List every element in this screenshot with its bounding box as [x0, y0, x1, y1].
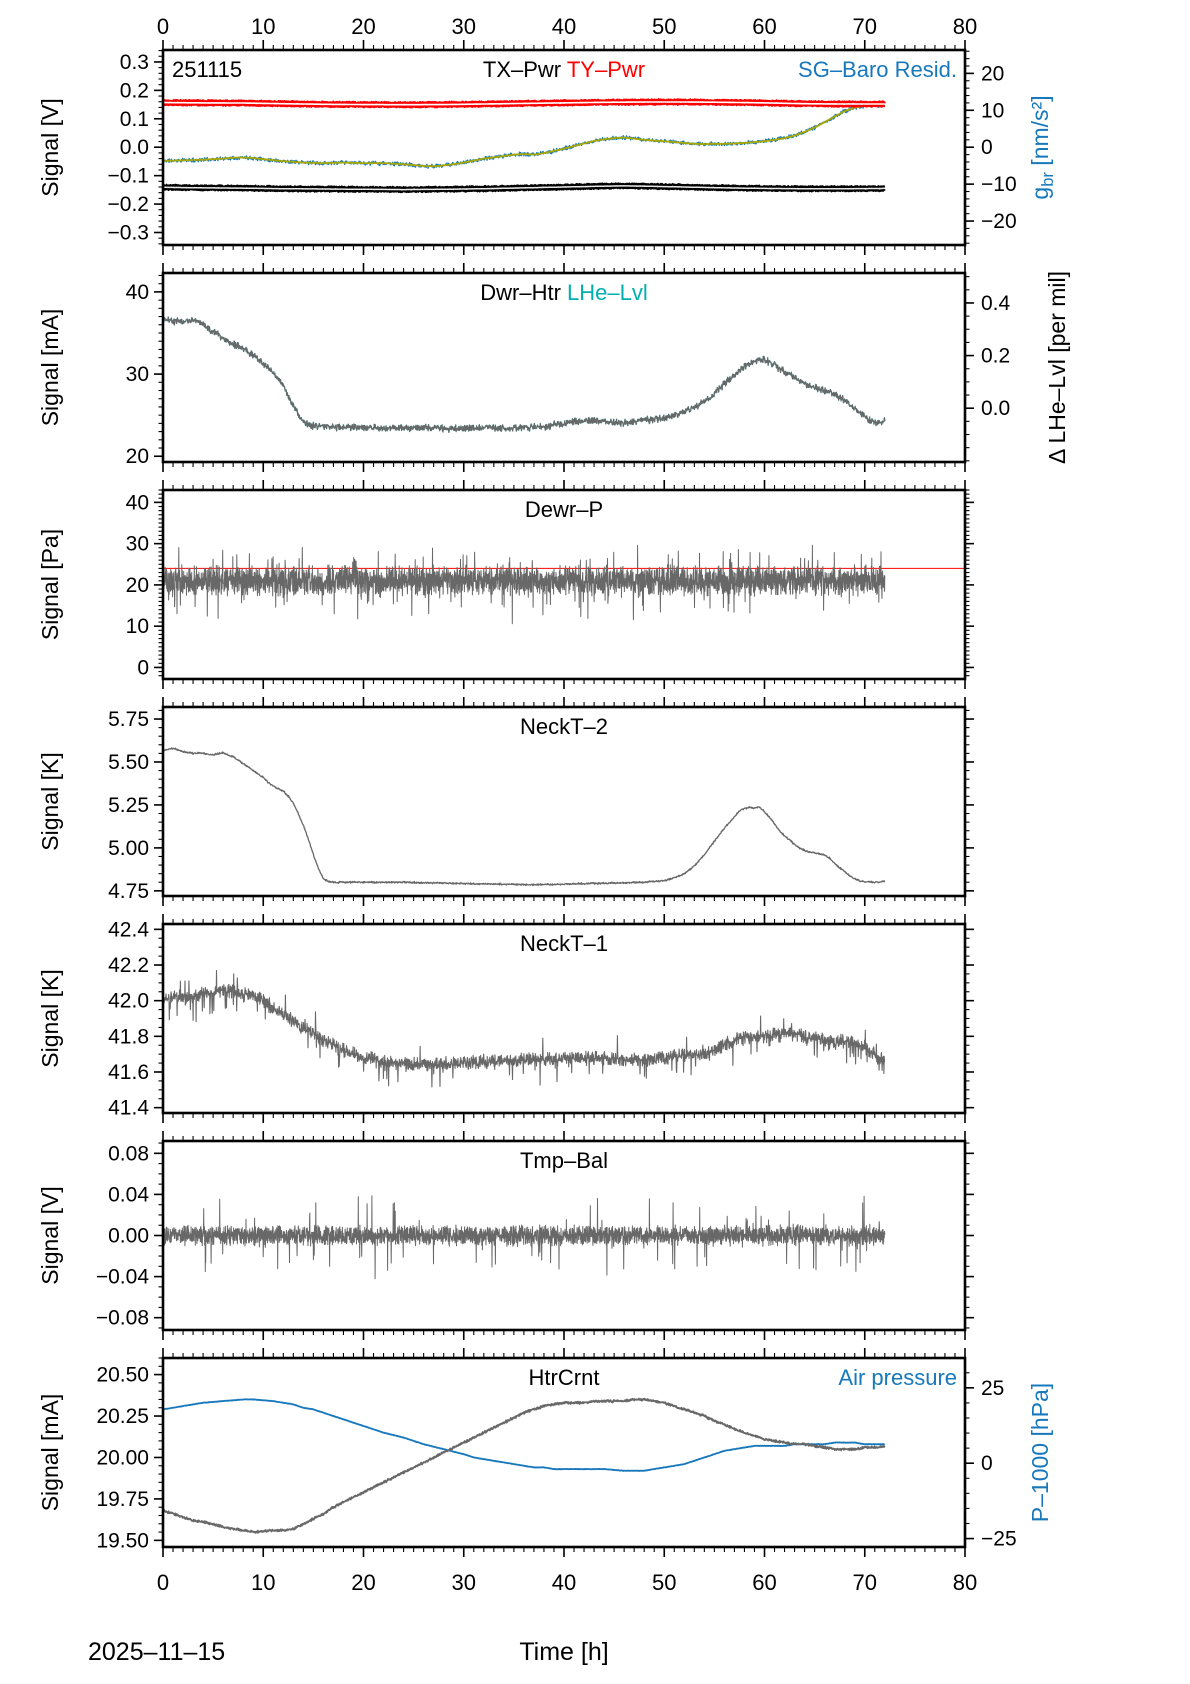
panel-corner-label: 251115	[172, 57, 243, 82]
series-group	[163, 545, 965, 624]
left-tick-label: 0.04	[108, 1183, 149, 1207]
series-SG-Baro-Resid-smooth	[163, 105, 885, 166]
right-ticks	[965, 490, 974, 676]
x-tick-label: 60	[752, 1570, 777, 1595]
right-tick-label: −25	[981, 1527, 1017, 1551]
left-tick-label: 42.4	[108, 918, 149, 942]
left-tick-label: 5.00	[108, 836, 149, 860]
series-group	[163, 1399, 885, 1533]
series-Tmp-Bal	[163, 1196, 885, 1279]
left-tick-label: 19.50	[96, 1529, 149, 1553]
left-tick-label: 20.00	[96, 1446, 149, 1470]
left-tick-label: −0.1	[107, 164, 149, 188]
right-ticks	[965, 929, 974, 1107]
left-tick-label: 41.4	[108, 1096, 149, 1120]
x-tick-label: 30	[451, 1570, 476, 1595]
series-Air-pressure	[163, 1399, 885, 1471]
x-axis-title: Time [h]	[519, 1638, 609, 1666]
panel-title: Tmp–Bal	[519, 1148, 609, 1173]
left-axis-title: Signal [mA]	[37, 308, 63, 427]
left-tick-label: 0.3	[119, 50, 149, 74]
left-tick-label: −0.08	[95, 1306, 149, 1330]
left-tick-label: −0.3	[107, 221, 149, 245]
right-tick-label: 0.0	[981, 397, 1011, 421]
series-SG-Baro-Resid-noisy	[163, 103, 885, 168]
left-axis-title: Signal [K]	[37, 752, 63, 851]
left-tick-label: 40	[125, 491, 149, 515]
left-tick-label: 41.6	[108, 1060, 149, 1084]
left-tick-label: 30	[125, 532, 149, 556]
left-ticks	[154, 929, 163, 1107]
series-LHe-Lvl	[163, 317, 885, 433]
panel-right-title: SG–Baro Resid.	[798, 57, 957, 82]
panel-title: NeckT–2	[519, 714, 609, 739]
x-tick-label: 40	[551, 1570, 577, 1595]
panel-title: TX–Pwr TY–Pwr	[482, 57, 646, 82]
series-group	[163, 317, 885, 433]
panel-5	[37, 914, 974, 1123]
panel-3	[37, 480, 974, 689]
left-ticks	[154, 710, 163, 890]
left-axis-title: Signal [Pa]	[37, 528, 63, 641]
left-tick-label: 20.50	[96, 1363, 149, 1387]
panel-6	[37, 1131, 974, 1340]
series-NeckT-2	[163, 748, 885, 886]
right-tick-label: −20	[981, 210, 1017, 234]
right-tick-label: 0	[981, 136, 993, 160]
left-tick-label: 20.25	[96, 1405, 149, 1429]
left-axis-title: Signal [mA]	[37, 1393, 63, 1512]
left-axis-title: Signal [V]	[37, 98, 63, 197]
left-tick-label: 30	[125, 363, 149, 387]
series-group	[163, 971, 885, 1088]
left-tick-label: 0.2	[119, 79, 149, 103]
right-tick-label: 0.2	[981, 344, 1011, 368]
left-tick-label: 0	[137, 656, 149, 680]
left-tick-label: 0.0	[119, 136, 149, 160]
x-axis-bottom-annotations	[157, 1570, 977, 1595]
x-tick-label: 60	[752, 14, 777, 39]
left-ticks	[154, 51, 163, 244]
x-tick-label: 10	[251, 1570, 276, 1595]
left-ticks	[154, 275, 163, 456]
left-tick-label: 5.25	[108, 793, 149, 817]
right-tick-label: 20	[981, 62, 1005, 86]
panel-7	[37, 1348, 1053, 1557]
series-group	[163, 99, 885, 192]
x-tick-label: 40	[551, 14, 577, 39]
left-tick-label: 40	[125, 280, 149, 304]
x-tick-label: 20	[351, 1570, 376, 1595]
right-ticks	[965, 271, 1070, 464]
right-ticks	[965, 1143, 974, 1328]
panel-title: Dewr–P	[524, 497, 604, 522]
x-tick-label: 70	[852, 14, 877, 39]
panel-2	[37, 263, 1070, 472]
left-ticks	[154, 490, 163, 676]
right-tick-label: 0	[981, 1452, 993, 1476]
left-tick-label: 20	[125, 445, 149, 469]
date-label: 2025–11–15	[88, 1638, 226, 1666]
x-tick-label: 50	[652, 14, 677, 39]
left-tick-label: 5.50	[108, 750, 149, 774]
left-axis-title: Signal [K]	[37, 969, 63, 1068]
right-ticks	[965, 1373, 1053, 1551]
x-tick-label: 10	[251, 14, 276, 39]
x-tick-label: 0	[156, 14, 170, 39]
panel-4	[37, 697, 974, 906]
left-tick-label: 20	[125, 573, 149, 597]
series-group	[163, 748, 885, 886]
left-tick-label: −0.04	[95, 1265, 149, 1289]
x-tick-label: 50	[652, 1570, 677, 1595]
left-tick-label: −0.2	[107, 193, 149, 217]
series-group	[163, 1196, 885, 1279]
left-tick-label: 42.2	[108, 954, 149, 978]
panel-title: NeckT–1	[519, 931, 609, 956]
left-tick-label: 0.00	[108, 1224, 149, 1248]
right-ticks	[965, 51, 1057, 243]
left-ticks	[154, 1143, 163, 1328]
right-ticks	[965, 710, 974, 890]
series-Dwr-Htr	[163, 317, 885, 433]
left-tick-label: 5.75	[108, 708, 149, 732]
left-axis-title: Signal [V]	[37, 1186, 63, 1285]
panel-right-title: Air pressure	[838, 1365, 957, 1390]
right-tick-label: 0.4	[981, 291, 1011, 315]
left-tick-label: 0.1	[119, 107, 149, 131]
x-tick-label: 0	[156, 1570, 170, 1595]
x-tick-label: 80	[952, 1570, 978, 1595]
left-ticks	[154, 1358, 163, 1540]
series-Dewr-P	[163, 545, 885, 624]
right-tick-label: −10	[981, 173, 1017, 197]
right-tick-label: 25	[981, 1376, 1005, 1400]
series-NeckT-1	[163, 971, 885, 1088]
panel-title: HtrCrnt	[528, 1365, 600, 1390]
right-axis-title: Δ LHe–Lvl [per mil]	[1044, 270, 1070, 465]
right-axis-title: $g_{br}$ [nm/s²]	[1027, 95, 1057, 200]
right-tick-label: 10	[981, 99, 1005, 123]
x-axis-top-annotations	[157, 14, 977, 39]
left-tick-label: 42.0	[108, 989, 149, 1013]
panel-1	[37, 40, 1057, 255]
x-tick-label: 30	[451, 14, 476, 39]
x-tick-label: 70	[852, 1570, 877, 1595]
left-tick-label: 19.75	[96, 1487, 149, 1511]
left-tick-label: 4.75	[108, 879, 149, 903]
x-tick-label: 20	[351, 14, 376, 39]
right-axis-title: P–1000 [hPa]	[1027, 1382, 1053, 1523]
x-tick-label: 80	[952, 14, 978, 39]
left-tick-label: 0.08	[108, 1142, 149, 1166]
panel-title: Dwr–Htr LHe–Lvl	[480, 280, 648, 305]
left-tick-label: 41.8	[108, 1025, 149, 1049]
left-tick-label: 10	[125, 615, 149, 639]
